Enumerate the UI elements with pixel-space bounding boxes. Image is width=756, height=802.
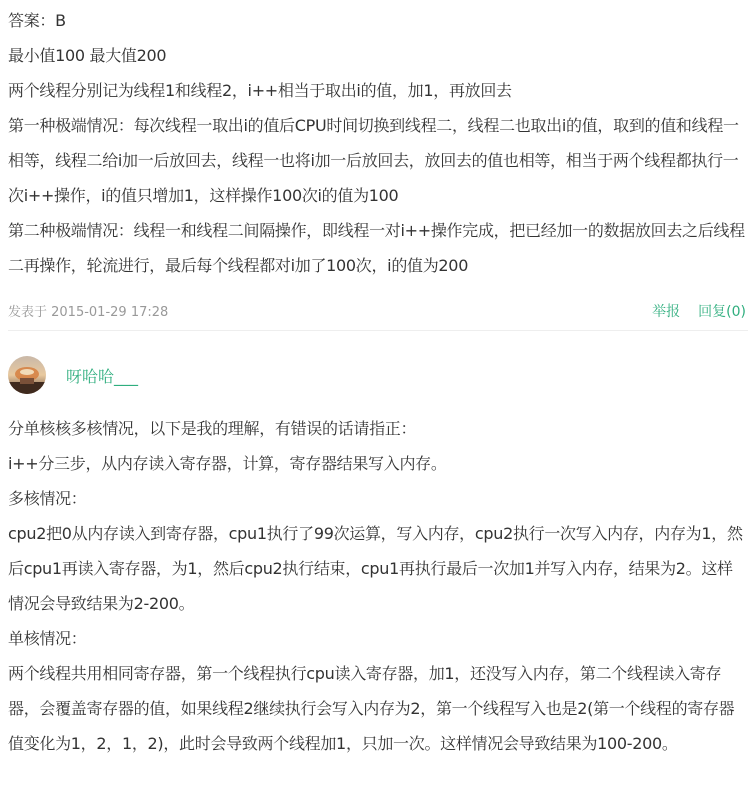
reply-content — [8, 411, 748, 761]
reply-header — [8, 343, 748, 407]
post-line: 最小值100 最大值200 — [8, 46, 167, 65]
reply-line: 分单核核多核情况，以下是我的理解，有错误的话请指正： — [8, 419, 417, 438]
reply-line: 两个线程共用相同寄存器，第一个线程执行cpu读入寄存器，加1，还没写入内存，第二个线程读入寄存器，会覆盖寄存器的值，如果线程2继续执行会写入内存为2，第一个线程写入也是2(第一个线程的寄存器值变化为1，2，1，2)，此时会导致两个线程加1，只加一次。这样情况会导致结果为100-200。 — [8, 664, 735, 753]
reply-username[interactable]: 呀哈哈___ — [66, 366, 139, 386]
reply-link[interactable]: 回复(0) — [698, 303, 746, 320]
post-line: 第一种极端情况：每次线程一取出i的值后CPU时间切换到线程二，线程二也取出i的值，取到的值和线程一相等，线程二给i加一后放回去，线程一也将i加一后放回去，放回去的值也相等，相当于两个线程都执行一次i++操作，i的值只增加1，这样操作100次i的值为100 — [8, 116, 739, 205]
post-actions — [652, 301, 746, 321]
post-meta — [8, 291, 748, 331]
avatar[interactable] — [8, 356, 46, 394]
avatar-image-icon — [8, 356, 46, 394]
post-line: 两个线程分别记为线程1和线程2，i++相当于取出i的值，加1，再放回去 — [8, 81, 512, 100]
post-line: 第二种极端情况：线程一和线程二间隔操作，即线程一对i++操作完成，把已经加一的数据放回去之后线程二再操作，轮流进行，最后每个线程都对i加了100次，i的值为200 — [8, 221, 745, 275]
report-link[interactable]: 举报 — [652, 303, 681, 320]
post-time: 发表于 2015-01-29 17:28 — [8, 305, 169, 320]
post-line: 答案：B — [8, 11, 66, 30]
answer-post — [8, 0, 748, 283]
reply-line: 多核情况： — [8, 489, 87, 508]
reply-line: 单核情况： — [8, 629, 87, 648]
reply-line: i++分三步，从内存读入寄存器，计算，寄存器结果写入内存。 — [8, 454, 447, 473]
reply-line: cpu2把0从内存读入到寄存器，cpu1执行了99次运算，写入内存，cpu2执行一次写入内存，内存为1，然后cpu1再读入寄存器，为1，然后cpu2执行结束，cpu1再执行最后一次加1并写入内存，结果为2。这样情况会导致结果为2-200。 — [8, 524, 743, 613]
